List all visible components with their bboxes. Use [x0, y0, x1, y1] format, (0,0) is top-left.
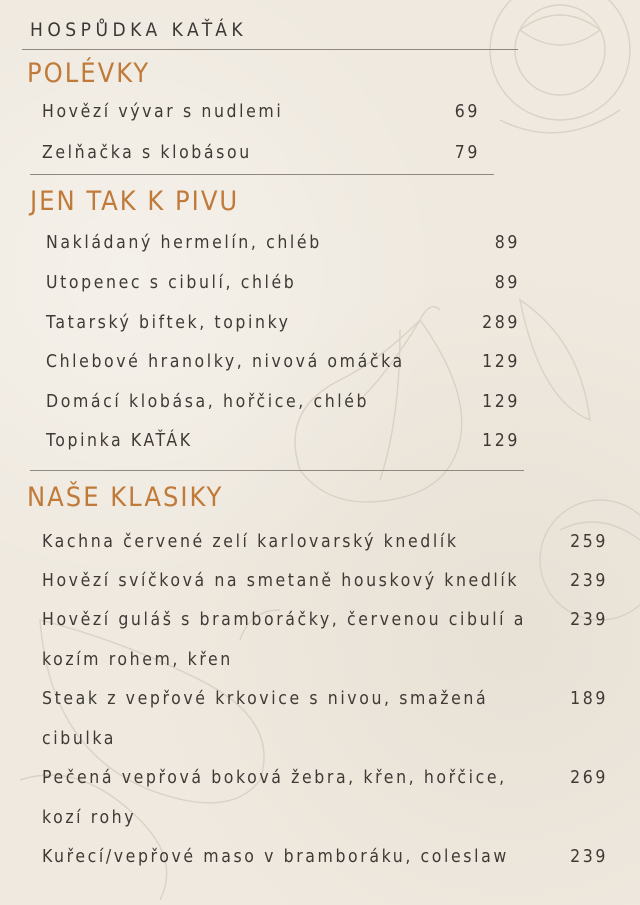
section-divider — [30, 470, 524, 471]
section-title-beer-snacks: JEN TAK K PIVU — [30, 186, 240, 217]
menu-item-price: 239 — [570, 610, 608, 630]
menu-item-name: Pečená vepřová boková žebra, křen, hořčice, — [42, 768, 507, 788]
restaurant-name: HOSPŮDKA KAŤÁK — [30, 19, 248, 41]
menu-item-price: 89 — [494, 273, 520, 293]
menu-item-name-continued: kozím rohem, křen — [42, 650, 233, 670]
menu-item-price: 259 — [570, 532, 608, 552]
menu-item-name: Hovězí vývar s nudlemi — [42, 102, 284, 122]
menu-item-name-continued: kozí rohy — [42, 808, 137, 828]
section-title-soups: POLÉVKY — [27, 58, 151, 89]
menu-item-name: Kuřecí/vepřové maso v bramboráku, coleslaw — [42, 847, 509, 867]
menu-item-name: Utopenec s cibulí, chléb — [46, 273, 297, 293]
menu-item-name: Tatarský biftek, topinky — [46, 313, 291, 333]
menu-item-name: Nakládaný hermelín, chléb — [46, 233, 322, 253]
menu-item-name: Steak z vepřové krkovice s nivou, smažená — [42, 689, 489, 709]
menu-item-name: Zelňačka s klobásou — [42, 143, 252, 163]
menu-item-name-continued: cibulka — [42, 729, 117, 749]
menu-item-price: 239 — [570, 847, 608, 867]
menu-item-name: Hovězí guláš s bramboráčky, červenou cibulí a — [42, 610, 526, 630]
menu-item-name: Topinka KAŤÁK — [46, 431, 193, 451]
menu-item-price: 289 — [482, 313, 520, 333]
menu-item-price: 129 — [482, 352, 520, 372]
menu-item-price: 79 — [454, 143, 480, 163]
menu-item-price: 89 — [494, 233, 520, 253]
menu-item-price: 129 — [482, 431, 520, 451]
menu-item-name: Chlebové hranolky, nivová omáčka — [46, 352, 405, 372]
menu-item-price: 269 — [570, 768, 608, 788]
menu-item-price: 189 — [570, 689, 608, 709]
menu-item-price: 69 — [454, 102, 480, 122]
menu-item-price: 129 — [482, 392, 520, 412]
menu-item-name: Kachna červené zelí karlovarský knedlík — [42, 532, 459, 552]
section-divider — [30, 174, 494, 175]
menu-item-price: 239 — [570, 571, 608, 591]
header-divider — [22, 49, 518, 50]
menu-item-name: Domácí klobása, hořčice, chléb — [46, 392, 370, 412]
section-title-classics: NAŠE KLASIKY — [27, 482, 224, 513]
menu-item-name: Hovězí svíčková na smetaně houskový knedlík — [42, 571, 520, 591]
